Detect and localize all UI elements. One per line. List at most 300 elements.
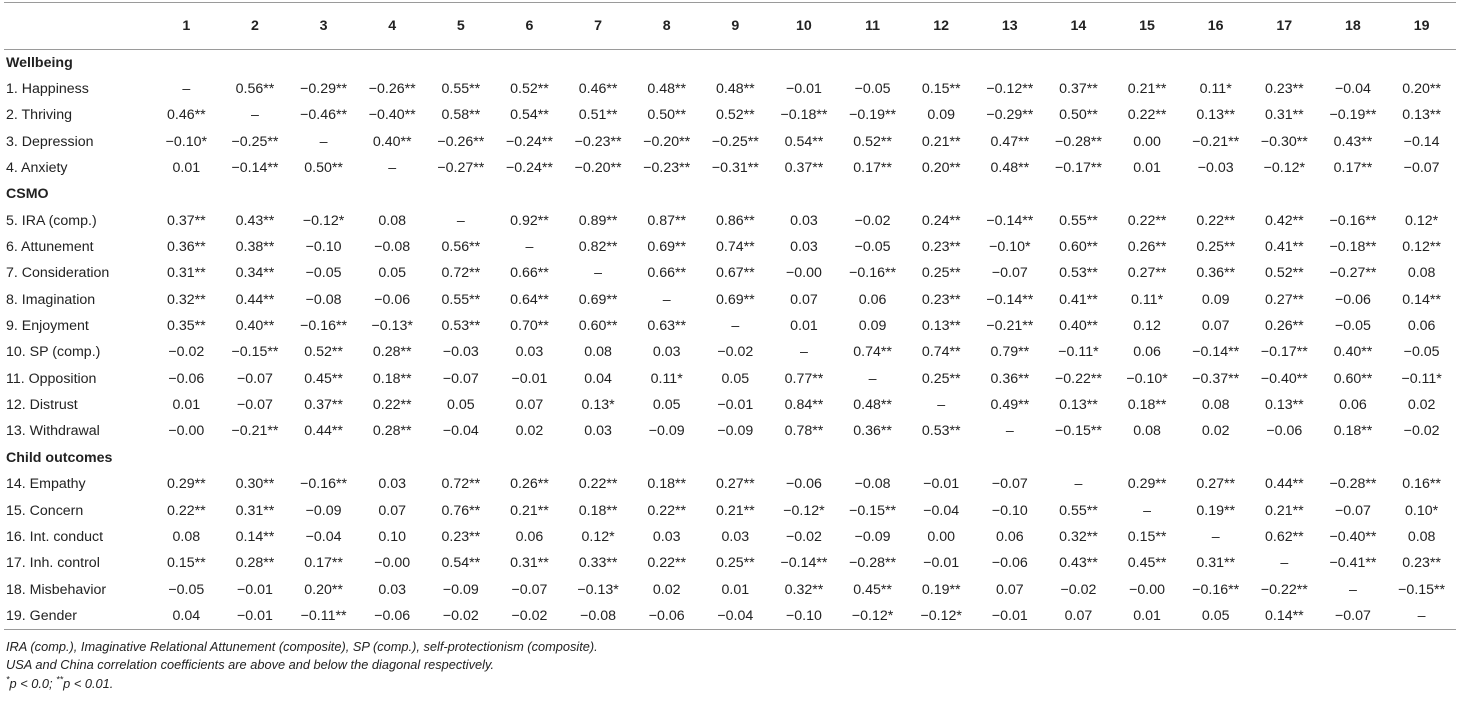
correlation-cell: – [1211,528,1220,545]
correlation-cell: 0.07 [378,502,406,519]
correlation-cell: −0.06 [168,370,205,387]
correlation-cell: 0.01 [172,160,201,177]
correlation-cell: −0.06 [1334,291,1371,308]
correlation-cell: −0.40** [1260,370,1308,387]
correlation-cell: 0.49** [990,397,1030,414]
correlation-cell: 0.15** [166,555,206,572]
correlation-cell: 0.06 [996,528,1024,545]
correlation-cell: 0.48** [990,160,1030,177]
correlation-cell: 0.40** [1333,344,1373,361]
correlation-cell: 0.36** [166,239,206,256]
table-notes [4,638,1456,694]
correlation-cell: −0.24** [505,133,553,150]
column-header-19: 19 [1387,3,1456,50]
correlation-cell: 0.54** [784,133,824,150]
correlation-cell: 0.19** [921,581,961,598]
correlation-cell: 0.26** [510,476,549,493]
correlation-cell: 0.32** [1059,528,1098,545]
correlation-cell: 0.00 [1133,133,1161,150]
correlation-cell: −0.15** [1054,423,1102,440]
correlation-cell: −0.09 [717,423,754,440]
table-row [4,497,1456,523]
section-title: Wellbeing [6,54,73,71]
correlation-cell: 0.08 [1407,265,1436,282]
row-label: 5. IRA (comp.) [6,212,97,229]
correlation-cell: −0.15** [1398,581,1446,598]
correlation-cell: −0.18** [1329,239,1377,256]
correlation-cell: 0.47** [990,133,1030,150]
correlation-cell: 0.08 [378,212,406,229]
correlation-cell: −0.04 [701,603,770,629]
correlation-cell: −0.07 [991,476,1028,493]
correlation-cell: 0.13* [581,397,615,414]
note-diagonal: USA and China correlation coefficients are above and below the diagonal respectively. [6,657,494,673]
correlation-cell: −0.06 [374,291,411,308]
correlation-cell: 0.06 [1133,344,1161,361]
correlation-cell: −0.10 [770,603,839,629]
table-row [4,234,1456,260]
correlation-cell: 0.63** [647,318,687,335]
correlation-cell: −0.07 [1334,502,1371,519]
correlation-cell: 0.05 [378,265,406,282]
correlation-cell: 0.02 [515,423,544,440]
correlation-cell: −0.03 [1197,160,1234,177]
correlation-cell: – [1280,555,1289,572]
correlation-cell: 0.37** [304,397,343,414]
correlation-cell: −0.16** [1192,581,1240,598]
correlation-cell: 0.48** [647,81,687,98]
correlation-cell: 0.33** [578,555,618,572]
column-header-6: 6 [495,3,564,50]
correlation-cell: 0.53** [1059,265,1098,282]
correlation-cell: 0.36** [990,370,1030,387]
correlation-cell: 0.01 [721,581,750,598]
correlation-cell: 0.23** [921,291,961,308]
correlation-cell: 0.28** [372,423,412,440]
correlation-cell: −0.25** [711,133,759,150]
correlation-cell: 0.52** [1264,265,1304,282]
correlation-cell: −0.02 [495,603,564,629]
correlation-cell: 0.09 [927,107,955,124]
correlation-cell: −0.05 [1334,318,1371,335]
correlation-cell: – [1074,476,1083,493]
correlation-cell: 0.18** [1127,397,1167,414]
correlation-cell: 0.53** [441,318,481,335]
correlation-cell: 0.21** [510,502,549,519]
correlation-cell: −0.40** [368,107,416,124]
correlation-cell: −0.02 [168,344,205,361]
correlation-cell: 0.77** [784,370,824,387]
correlation-cell: −0.09 [305,502,342,519]
correlation-cell: 0.40** [1059,318,1098,335]
correlation-cell: −0.10 [991,502,1028,519]
correlation-cell: 0.74** [853,344,892,361]
row-label: 1. Happiness [6,81,89,98]
correlation-cell: 0.46** [166,107,206,124]
correlation-cell: −0.02 [717,344,754,361]
section-title: Child outcomes [6,449,113,466]
section-header-row [4,181,1456,207]
correlation-cell: – [250,107,259,124]
correlation-cell: 0.50** [1059,107,1098,124]
correlation-cell: 0.14** [235,528,275,545]
column-header-14: 14 [1044,3,1113,50]
correlation-cell: 0.15** [921,81,961,98]
table-row [4,339,1456,365]
correlation-cell: – [525,239,534,256]
correlation-cell: 0.02 [1407,397,1436,414]
correlation-cell: 0.67** [715,265,755,282]
correlation-cell: 0.56** [441,239,481,256]
column-header-4: 4 [358,3,427,50]
correlation-cell: 0.55** [1059,212,1098,229]
correlation-cell: 0.05 [447,397,475,414]
column-header-9: 9 [701,3,770,50]
table-row [4,287,1456,313]
correlation-cell: −0.14** [231,160,279,177]
correlation-cell: – [1348,581,1357,598]
correlation-cell: −0.22** [1054,370,1102,387]
correlation-cell: 0.40** [372,133,412,150]
correlation-cell: 0.76** [441,502,481,519]
correlation-cell: 0.06 [515,528,544,545]
correlation-cell: −0.46** [300,107,348,124]
row-label: 16. Int. conduct [6,528,104,545]
correlation-cell: −0.09 [854,528,891,545]
correlation-cell: 0.28** [372,344,412,361]
correlation-cell: 0.60** [578,318,618,335]
correlation-cell: −0.02 [1060,581,1097,598]
correlation-cell: 0.27** [1127,265,1167,282]
correlation-cell: 0.32** [166,291,206,308]
correlation-cell: −0.26** [368,81,416,98]
correlation-cell: −0.21** [1192,133,1240,150]
correlation-cell: −0.06 [1266,423,1303,440]
correlation-cell: – [456,212,465,229]
correlation-cell: −0.04 [305,528,342,545]
correlation-cell: 0.72** [441,265,481,282]
correlation-cell: – [662,291,671,308]
correlation-cell: 0.20** [1402,81,1441,98]
correlation-cell: −0.11* [1401,370,1442,387]
correlation-cell: 0.87** [647,212,687,229]
correlation-cell: 0.48** [715,81,755,98]
correlation-cell: 0.19** [1196,502,1236,519]
correlation-cell: 0.74** [921,344,961,361]
correlation-cell: 0.42** [1264,212,1304,229]
correlation-cell: 0.25** [715,555,755,572]
correlation-cell: −0.26** [437,133,485,150]
correlation-cell: 0.54** [441,555,481,572]
row-label: 4. Anxiety [6,160,68,177]
correlation-cell: −0.05 [1403,344,1440,361]
correlation-cell: 0.69** [715,291,755,308]
correlation-cell: 0.12** [1402,239,1441,256]
correlation-cell: −0.07 [236,370,273,387]
correlation-cell: −0.07 [991,265,1028,282]
correlation-cell: −0.07 [511,581,548,598]
correlation-cell: 0.23** [1402,555,1441,572]
correlation-cell: 0.64** [510,291,549,308]
correlation-cell: – [1143,502,1151,519]
table-row [4,366,1456,392]
correlation-cell: −0.14** [1192,344,1240,361]
correlation-cell: −0.27** [1329,265,1377,282]
correlation-cell: 0.03 [652,528,681,545]
correlation-cell: 0.17** [304,555,343,572]
correlation-cell: 0.66** [647,265,687,282]
correlation-cell: −0.12* [1263,160,1306,177]
correlation-cell: −0.14** [986,212,1034,229]
correlation-cell: −0.10* [989,239,1031,256]
correlation-cell: −0.10* [165,133,208,150]
correlation-cell: 0.44** [235,291,275,308]
note-abbreviations: IRA (comp.), Imaginative Relational Attunement (composite), SP (comp.), self-protectionism (composite). [6,638,598,654]
correlation-cell: 0.08 [1201,397,1230,414]
correlation-cell: 0.12* [581,528,615,545]
column-header-11: 11 [838,3,907,50]
row-label: 6. Attunement [6,239,94,256]
correlation-cell: −0.30** [1260,133,1308,150]
correlation-cell: 0.06 [858,291,887,308]
correlation-cell: −0.14** [986,291,1034,308]
column-header-7: 7 [564,3,633,50]
correlation-cell: – [731,318,740,335]
correlation-cell: 0.03 [790,239,818,256]
column-header-10: 10 [770,3,839,50]
section-header-row [4,50,1456,76]
table-row [4,603,1456,629]
correlation-cell: 0.03 [652,344,681,361]
correlation-cell: 0.37** [166,212,206,229]
correlation-cell: −0.01 [221,603,290,629]
row-label: 15. Concern [6,502,84,519]
correlation-cell: −0.05 [854,81,891,98]
correlation-cell: 0.79** [990,344,1030,361]
correlation-cell: 0.18** [372,370,412,387]
row-label: 10. SP (comp.) [6,344,101,361]
correlation-cell: 0.41** [1264,239,1304,256]
column-header-5: 5 [427,3,496,50]
correlation-cell: 0.30** [235,476,275,493]
correlation-cell: −0.01 [976,603,1045,629]
correlation-cell: 0.36** [1196,265,1236,282]
correlation-cell: 0.07 [1201,318,1230,335]
correlation-cell: 0.82** [578,239,618,256]
correlation-cell: −0.28** [1329,476,1377,493]
correlation-cell: −0.16** [300,476,348,493]
correlation-cell: −0.09 [648,423,685,440]
correlation-cell: −0.24** [505,160,553,177]
table-row [4,155,1456,181]
correlation-cell: −0.22** [1260,581,1308,598]
correlation-cell: −0.01 [923,476,960,493]
correlation-cell: 0.01 [790,318,818,335]
correlation-cell: −0.15** [231,344,279,361]
correlation-cell: 0.31** [1264,107,1304,124]
correlation-cell: 0.43** [1059,555,1098,572]
correlation-cell: −0.07 [1403,160,1440,177]
correlation-cell: 0.27** [1196,476,1236,493]
correlation-cell: −0.07 [236,397,273,414]
sig-mark-single: * [6,674,10,685]
correlation-cell: – [594,265,602,282]
correlation-cell: 0.07 [996,581,1024,598]
correlation-cell: 0.31** [166,265,206,282]
table-row [4,418,1456,444]
correlation-cell: −0.02 [427,603,496,629]
row-label: 2. Thriving [6,107,72,124]
correlation-cell: −0.08 [854,476,891,493]
correlation-cell: −0.10 [305,239,342,256]
correlation-cell: −0.25** [231,133,279,150]
correlation-cell: 0.08 [1407,528,1436,545]
correlation-cell: −0.41** [1329,555,1377,572]
correlation-cell: 0.08 [584,344,612,361]
correlation-cell: – [388,160,397,177]
column-header-2: 2 [221,3,290,50]
correlation-cell: 0.31** [510,555,549,572]
correlation-cell: 0.21** [715,502,755,519]
correlation-cell: −0.11** [289,603,358,629]
correlation-table [4,2,1456,630]
table-row [4,102,1456,128]
row-label: 7. Consideration [6,265,110,282]
correlation-cell: 0.20** [304,581,343,598]
correlation-cell: 0.66** [510,265,549,282]
correlation-cell: 0.11* [650,370,683,387]
correlation-cell: −0.23** [574,133,622,150]
correlation-cell: 0.06 [1339,397,1367,414]
correlation-cell: −0.07 [442,370,479,387]
table-row [4,260,1456,286]
correlation-cell: −0.00 [785,265,822,282]
correlation-cell: – [868,370,877,387]
row-label: 13. Withdrawal [6,423,100,440]
correlation-cell: 0.50** [304,160,343,177]
correlation-cell: −0.01 [717,397,754,414]
correlation-cell: 0.13** [1264,397,1304,414]
correlation-cell: – [1005,423,1014,440]
correlation-cell: 0.14** [1402,291,1441,308]
correlation-cell: 0.07 [790,291,818,308]
correlation-cell: −0.12* [907,603,976,629]
correlation-cell: 0.03 [584,423,612,440]
correlation-cell: 0.52** [715,107,755,124]
correlation-cell: 0.13** [1196,107,1236,124]
correlation-cell: 0.23** [1264,81,1304,98]
row-label: 17. Inh. control [6,555,100,572]
correlation-cell: 0.26** [1127,239,1167,256]
correlation-cell: −0.01 [236,581,273,598]
table-row [4,392,1456,418]
correlation-cell: −0.08 [374,239,411,256]
correlation-cell: 0.22** [372,397,412,414]
correlation-cell: −0.17** [1260,344,1308,361]
correlation-cell: 0.10 [378,528,406,545]
correlation-cell: −0.00 [1129,581,1166,598]
correlation-cell: 0.78** [784,423,824,440]
correlation-cell: −0.19** [1329,107,1377,124]
correlation-cell: 0.03 [515,344,544,361]
correlation-cell: 0.22** [578,476,618,493]
column-header-8: 8 [632,3,701,50]
table-row [4,313,1456,339]
correlation-cell: 0.07 [515,397,544,414]
correlation-cell: 0.31** [235,502,275,519]
correlation-cell: −0.27** [437,160,485,177]
correlation-cell: −0.18** [780,107,828,124]
sig-text-single: p < 0.0; [9,675,57,691]
correlation-cell: −0.11* [1058,344,1099,361]
correlation-cell: 0.38** [235,239,275,256]
correlation-cell: 0.62** [1264,528,1304,545]
correlation-cell: −0.02 [1403,423,1440,440]
correlation-cell: −0.04 [1334,81,1371,98]
correlation-cell: −0.31** [711,160,759,177]
correlation-cell: 0.15** [1127,528,1167,545]
correlation-cell: 0.10* [1405,502,1439,519]
correlation-cell: 0.03 [721,528,750,545]
correlation-cell: 0.44** [304,423,343,440]
correlation-cell: 0.29** [1127,476,1167,493]
correlation-cell: 0.22** [1127,107,1167,124]
correlation-cell: 0.03 [378,476,406,493]
correlation-cell: −0.08 [564,603,633,629]
correlation-cell: 0.26** [1264,318,1304,335]
correlation-cell: −0.06 [785,476,822,493]
correlation-cell: −0.21** [231,423,279,440]
column-header-row [4,3,1456,50]
sig-text-double: p < 0.01. [63,675,114,691]
correlation-cell: 0.14** [1250,603,1319,629]
correlation-cell: 0.43** [1333,133,1373,150]
correlation-cell: 0.41** [1059,291,1098,308]
correlation-cell: −0.17** [1054,160,1102,177]
correlation-cell: 0.18** [647,476,687,493]
correlation-cell: 0.02 [1201,423,1230,440]
table-row [4,471,1456,497]
correlation-cell: 0.01 [172,397,201,414]
correlation-cell: −0.12* [838,603,907,629]
correlation-cell: 0.53** [921,423,961,440]
row-label: 18. Misbehavior [6,581,107,598]
column-header-3: 3 [289,3,358,50]
correlation-cell: 0.40** [235,318,275,335]
correlation-cell: −0.00 [374,555,411,572]
row-label: 11. Opposition [6,370,97,387]
row-label: 3. Depression [6,133,94,150]
correlation-cell: 0.24** [921,212,961,229]
correlation-cell: −0.15** [849,502,897,519]
correlation-cell: 0.27** [1264,291,1304,308]
correlation-cell: −0.07 [1319,603,1388,629]
correlation-cell: −0.06 [632,603,701,629]
correlation-cell: 0.25** [1196,239,1236,256]
correlation-cell: 0.51** [578,107,618,124]
correlation-cell: 0.43** [235,212,275,229]
correlation-cell: 0.22** [647,502,687,519]
correlation-cell: −0.02 [854,212,891,229]
correlation-cell: 0.16** [1402,476,1441,493]
correlation-cell: 0.17** [853,160,892,177]
correlation-cell: 0.32** [784,581,824,598]
correlation-cell: −0.23** [643,160,691,177]
correlation-cell: 0.36** [853,423,892,440]
correlation-cell: −0.12* [302,212,345,229]
column-header-16: 16 [1181,3,1250,50]
correlation-cell: −0.00 [168,423,205,440]
